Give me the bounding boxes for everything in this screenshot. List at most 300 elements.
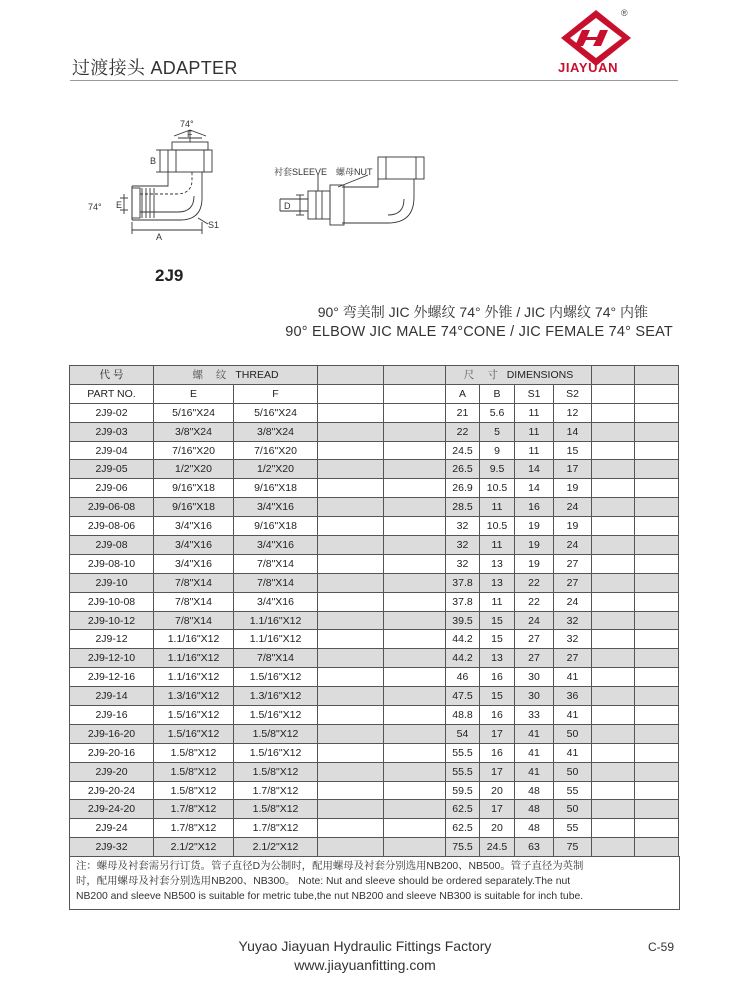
table-row [70,498,679,517]
cell-empty [635,762,679,781]
cell-empty [318,479,384,498]
cell-a: 39.5 [446,611,480,630]
cell-e: 1.5/8"X12 [154,762,234,781]
cell-s1: 24 [515,611,554,630]
cell-empty [592,819,635,838]
cell-b: 24.5 [480,838,515,857]
cell-b: 11 [480,498,515,517]
cell-empty [635,819,679,838]
cell-s2: 19 [554,479,592,498]
note-line-3: NB200 and sleeve NB500 is suitable for metric tube,the nut NB200 and sleeve NB300 is suitable for inch tube. [76,891,584,902]
cell-empty [635,554,679,573]
table-row [70,441,679,460]
cell-f: 7/8"X14 [234,649,318,668]
cell-e: 3/8"X24 [154,422,234,441]
cell-empty [635,649,679,668]
cell-empty [592,800,635,819]
table-row [70,592,679,611]
cell-b: 13 [480,573,515,592]
page-number: C-59 [648,940,675,954]
cell-e: 1.7/8"X12 [154,819,234,838]
table-row [70,781,679,800]
cell-a: 32 [446,517,480,536]
cell-e: 1.3/16"X12 [154,687,234,706]
cell-f: 1.7/8"X12 [234,819,318,838]
cell-s2: 24 [554,498,592,517]
cell-a: 28.5 [446,498,480,517]
cell-empty [635,838,679,857]
a-label: A [156,232,163,242]
cell-empty [635,403,679,422]
cell-empty [384,800,446,819]
cell-empty [318,498,384,517]
cell-f: 5/16"X24 [234,403,318,422]
cell-s2: 27 [554,649,592,668]
cell-empty [635,441,679,460]
cell-a: 44.2 [446,630,480,649]
cell-empty [384,781,446,800]
cell-s1: 30 [515,687,554,706]
cell-empty [384,498,446,517]
table-header-row [70,366,679,385]
cell-empty [592,630,635,649]
cell-empty [318,441,384,460]
cell-part: 2J9-12-10 [70,649,154,668]
cell-e: 1.1/16"X12 [154,630,234,649]
cell-s1: 41 [515,743,554,762]
cell-part: 2J9-02 [70,403,154,422]
cell-s2: 55 [554,819,592,838]
cell-empty [592,517,635,536]
header-s1: S1 [515,384,554,403]
cell-empty [318,838,384,857]
cell-a: 24.5 [446,441,480,460]
cell-a: 37.8 [446,592,480,611]
cell-s1: 11 [515,441,554,460]
cell-s2: 32 [554,630,592,649]
cell-empty [592,838,635,857]
cell-a: 47.5 [446,687,480,706]
cell-empty [592,781,635,800]
cell-empty [318,573,384,592]
cell-empty [384,536,446,555]
elbow-assembly-diagram [270,145,445,240]
cell-b: 15 [480,611,515,630]
cell-empty [635,706,679,725]
cell-f: 7/8"X14 [234,573,318,592]
cell-empty [592,479,635,498]
cell-b: 13 [480,554,515,573]
cell-empty [318,687,384,706]
cell-empty [384,441,446,460]
cell-empty [384,460,446,479]
cell-s2: 24 [554,536,592,555]
header-f: F [234,384,318,403]
cell-b: 15 [480,630,515,649]
cell-f: 3/4"X16 [234,592,318,611]
cell-s2: 41 [554,706,592,725]
cell-s1: 63 [515,838,554,857]
cell-s1: 11 [515,403,554,422]
cell-s1: 30 [515,668,554,687]
cell-empty [384,649,446,668]
cell-f: 1.5/16"X12 [234,743,318,762]
cell-f: 3/4"X16 [234,498,318,517]
cell-e: 1.5/8"X12 [154,743,234,762]
cell-empty [635,611,679,630]
header-dimensions: 尺 寸 DIMENSIONS [446,366,592,385]
header-part-no: PART NO. [70,384,154,403]
cell-empty [318,762,384,781]
cell-s2: 55 [554,781,592,800]
cell-empty [592,422,635,441]
cell-a: 54 [446,724,480,743]
cell-empty [318,422,384,441]
cell-s1: 11 [515,422,554,441]
cell-part: 2J9-24-20 [70,800,154,819]
cell-part: 2J9-08-10 [70,554,154,573]
angle-left-label: 74° [88,202,102,212]
d-label: D [284,201,291,211]
cell-e: 3/4"X16 [154,517,234,536]
table-row [70,838,679,857]
cell-part: 2J9-16-20 [70,724,154,743]
cell-f: 1.5/8"X12 [234,800,318,819]
cell-empty [592,649,635,668]
cell-s2: 75 [554,838,592,857]
cell-empty [318,554,384,573]
table-row [70,649,679,668]
cell-part: 2J9-20-24 [70,781,154,800]
cell-s2: 17 [554,460,592,479]
cell-s1: 48 [515,819,554,838]
cell-b: 13 [480,649,515,668]
cell-a: 59.5 [446,781,480,800]
cell-empty [635,422,679,441]
cell-s1: 48 [515,781,554,800]
cell-e: 7/8"X14 [154,592,234,611]
header-code-cn: 代 号 [70,366,154,385]
cell-b: 20 [480,819,515,838]
table-row [70,706,679,725]
cell-f: 2.1/2"X12 [234,838,318,857]
cell-empty [384,573,446,592]
cell-s1: 19 [515,517,554,536]
cell-s2: 36 [554,687,592,706]
cell-e: 1.1/16"X12 [154,668,234,687]
cell-f: 1.3/16"X12 [234,687,318,706]
cell-b: 11 [480,536,515,555]
nut-label: 螺母NUT [336,167,373,177]
s1-label: S1 [208,220,220,230]
cell-b: 17 [480,800,515,819]
cell-e: 3/4"X16 [154,554,234,573]
cell-empty [635,724,679,743]
cell-e: 5/16"X24 [154,403,234,422]
cell-part: 2J9-10-08 [70,592,154,611]
cell-empty [384,706,446,725]
cell-part: 2J9-20-16 [70,743,154,762]
cell-empty [318,630,384,649]
table-row [70,762,679,781]
cell-empty [318,649,384,668]
cell-a: 55.5 [446,743,480,762]
cell-a: 26.5 [446,460,480,479]
elbow-dimension-diagram [80,118,240,243]
cell-empty [384,422,446,441]
cell-s1: 41 [515,762,554,781]
cell-empty [635,517,679,536]
cell-f: 7/8"X14 [234,554,318,573]
cell-b: 10.5 [480,479,515,498]
cell-part: 2J9-16 [70,706,154,725]
cell-empty [318,517,384,536]
cell-empty [384,611,446,630]
table-row [70,422,679,441]
cell-s1: 27 [515,649,554,668]
table-row [70,460,679,479]
table-row [70,611,679,630]
cell-s1: 16 [515,498,554,517]
cell-empty [318,668,384,687]
table-row [70,724,679,743]
cell-empty [592,592,635,611]
cell-empty [592,573,635,592]
header-thread: 螺 纹 THREAD [154,366,318,385]
cell-b: 17 [480,762,515,781]
cell-b: 17 [480,724,515,743]
cell-part: 2J9-06-08 [70,498,154,517]
cell-s1: 22 [515,592,554,611]
cell-b: 15 [480,687,515,706]
cell-b: 16 [480,743,515,762]
note-line-2: 时，配用螺母及衬套分别选用NB200、NB300。 Note: Nut and sleeve should be ordered separately.The nut [76,876,571,887]
table-row [70,668,679,687]
cell-s1: 48 [515,800,554,819]
table-row [70,819,679,838]
cell-s2: 14 [554,422,592,441]
footer-website: www.jiayuanfitting.com [294,957,436,973]
cell-s1: 14 [515,479,554,498]
cell-b: 10.5 [480,517,515,536]
cell-b: 5 [480,422,515,441]
table-subheader-row [70,384,679,403]
cell-empty [592,724,635,743]
cell-s2: 50 [554,800,592,819]
cell-a: 48.8 [446,706,480,725]
cell-empty [384,668,446,687]
cell-empty [318,592,384,611]
cell-empty [592,762,635,781]
cell-b: 9.5 [480,460,515,479]
cell-s2: 27 [554,554,592,573]
cell-a: 32 [446,554,480,573]
b-label: B [150,156,157,166]
table-row [70,554,679,573]
cell-empty [592,554,635,573]
cell-s2: 24 [554,592,592,611]
cell-s1: 41 [515,724,554,743]
cell-e: 7/16"X20 [154,441,234,460]
cell-f: 3/8"X24 [234,422,318,441]
header-s2: S2 [554,384,592,403]
cell-e: 2.1/2"X12 [154,838,234,857]
cell-s1: 19 [515,536,554,555]
cell-f: 3/4"X16 [234,536,318,555]
sleeve-label: 衬套SLEEVE [274,167,328,177]
cell-part: 2J9-12 [70,630,154,649]
cell-empty [318,724,384,743]
cell-b: 11 [480,592,515,611]
cell-e: 9/16"X18 [154,498,234,517]
cell-e: 1.5/16"X12 [154,706,234,725]
cell-empty [318,743,384,762]
cell-a: 26.9 [446,479,480,498]
cell-e: 9/16"X18 [154,479,234,498]
cell-e: 7/8"X14 [154,573,234,592]
cell-s2: 41 [554,743,592,762]
cell-f: 9/16"X18 [234,517,318,536]
cell-part: 2J9-20 [70,762,154,781]
table-row [70,573,679,592]
cell-a: 46 [446,668,480,687]
cell-a: 55.5 [446,762,480,781]
cell-f: 9/16"X18 [234,479,318,498]
cell-empty [592,441,635,460]
cell-empty [635,536,679,555]
cell-empty [635,630,679,649]
cell-s1: 19 [515,554,554,573]
header-e: E [154,384,234,403]
cell-part: 2J9-10 [70,573,154,592]
cell-empty [384,517,446,536]
cell-e: 1.7/8"X12 [154,800,234,819]
table-row [70,630,679,649]
cell-part: 2J9-04 [70,441,154,460]
cell-b: 20 [480,781,515,800]
cell-empty [635,743,679,762]
header-a: A [446,384,480,403]
cell-empty [384,762,446,781]
cell-b: 16 [480,706,515,725]
angle-top-label: 74° [180,119,194,129]
cell-f: 1.5/8"X12 [234,724,318,743]
cell-part: 2J9-08 [70,536,154,555]
cell-a: 62.5 [446,819,480,838]
logo-text: JIAYUAN [558,60,619,75]
cell-e: 3/4"X16 [154,536,234,555]
cell-a: 32 [446,536,480,555]
cell-empty [592,706,635,725]
cell-empty [318,800,384,819]
cell-s2: 50 [554,724,592,743]
cell-e: 1/2"X20 [154,460,234,479]
cell-s2: 15 [554,441,592,460]
cell-empty [635,592,679,611]
cell-empty [384,838,446,857]
cell-f: 1.5/16"X12 [234,706,318,725]
cell-empty [384,819,446,838]
cell-empty [592,687,635,706]
cell-b: 16 [480,668,515,687]
cell-part: 2J9-10-12 [70,611,154,630]
cell-f: 1.5/8"X12 [234,762,318,781]
cell-s2: 19 [554,517,592,536]
part-code: 2J9 [155,266,184,285]
cell-part: 2J9-24 [70,819,154,838]
cell-empty [635,573,679,592]
cell-s2: 50 [554,762,592,781]
cell-e: 7/8"X14 [154,611,234,630]
e-label: E [116,200,123,210]
cell-empty [384,630,446,649]
table-row [70,800,679,819]
cell-empty [592,536,635,555]
cell-b: 5.6 [480,403,515,422]
cell-empty [635,498,679,517]
table-row [70,687,679,706]
footer-company: Yuyao Jiayuan Hydraulic Fittings Factory [238,938,492,954]
cell-f: 1/2"X20 [234,460,318,479]
table-row [70,743,679,762]
description-en: 90° ELBOW JIC MALE 74°CONE / JIC FEMALE 74° SEAT [285,324,673,340]
cell-empty [592,611,635,630]
cell-s1: 27 [515,630,554,649]
cell-empty [318,611,384,630]
header-b: B [480,384,515,403]
cell-part: 2J9-08-06 [70,517,154,536]
cell-empty [384,554,446,573]
table-row [70,517,679,536]
cell-empty [592,460,635,479]
header-divider [70,80,678,81]
cell-s1: 14 [515,460,554,479]
cell-empty [318,460,384,479]
note-line-1: 注：螺母及衬套需另行订货。管子直径D为公制时，配用螺母及衬套分别选用NB200、NB500。管子直径为英制 [76,861,584,872]
cell-empty [318,819,384,838]
cell-s1: 33 [515,706,554,725]
cell-a: 22 [446,422,480,441]
cell-a: 37.8 [446,573,480,592]
cell-s1: 22 [515,573,554,592]
cell-empty [592,668,635,687]
f-label: F [187,129,193,139]
cell-f: 1.5/16"X12 [234,668,318,687]
cell-s2: 41 [554,668,592,687]
cell-empty [635,460,679,479]
cell-a: 21 [446,403,480,422]
cell-a: 62.5 [446,800,480,819]
cell-empty [384,403,446,422]
cell-a: 44.2 [446,649,480,668]
cell-s2: 27 [554,573,592,592]
cell-a: 75.5 [446,838,480,857]
cell-empty [635,479,679,498]
table-row [70,479,679,498]
cell-empty [635,800,679,819]
cell-s2: 32 [554,611,592,630]
cell-b: 9 [480,441,515,460]
table-row [70,536,679,555]
cell-f: 1.7/8"X12 [234,781,318,800]
description-cn: 90° 弯美制 JIC 外螺纹 74° 外锥 / JIC 内螺纹 74° 内锥 [317,304,648,320]
registered-mark: ® [621,8,628,18]
cell-f: 7/16"X20 [234,441,318,460]
cell-empty [635,687,679,706]
cell-empty [384,479,446,498]
cell-part: 2J9-32 [70,838,154,857]
cell-empty [592,743,635,762]
